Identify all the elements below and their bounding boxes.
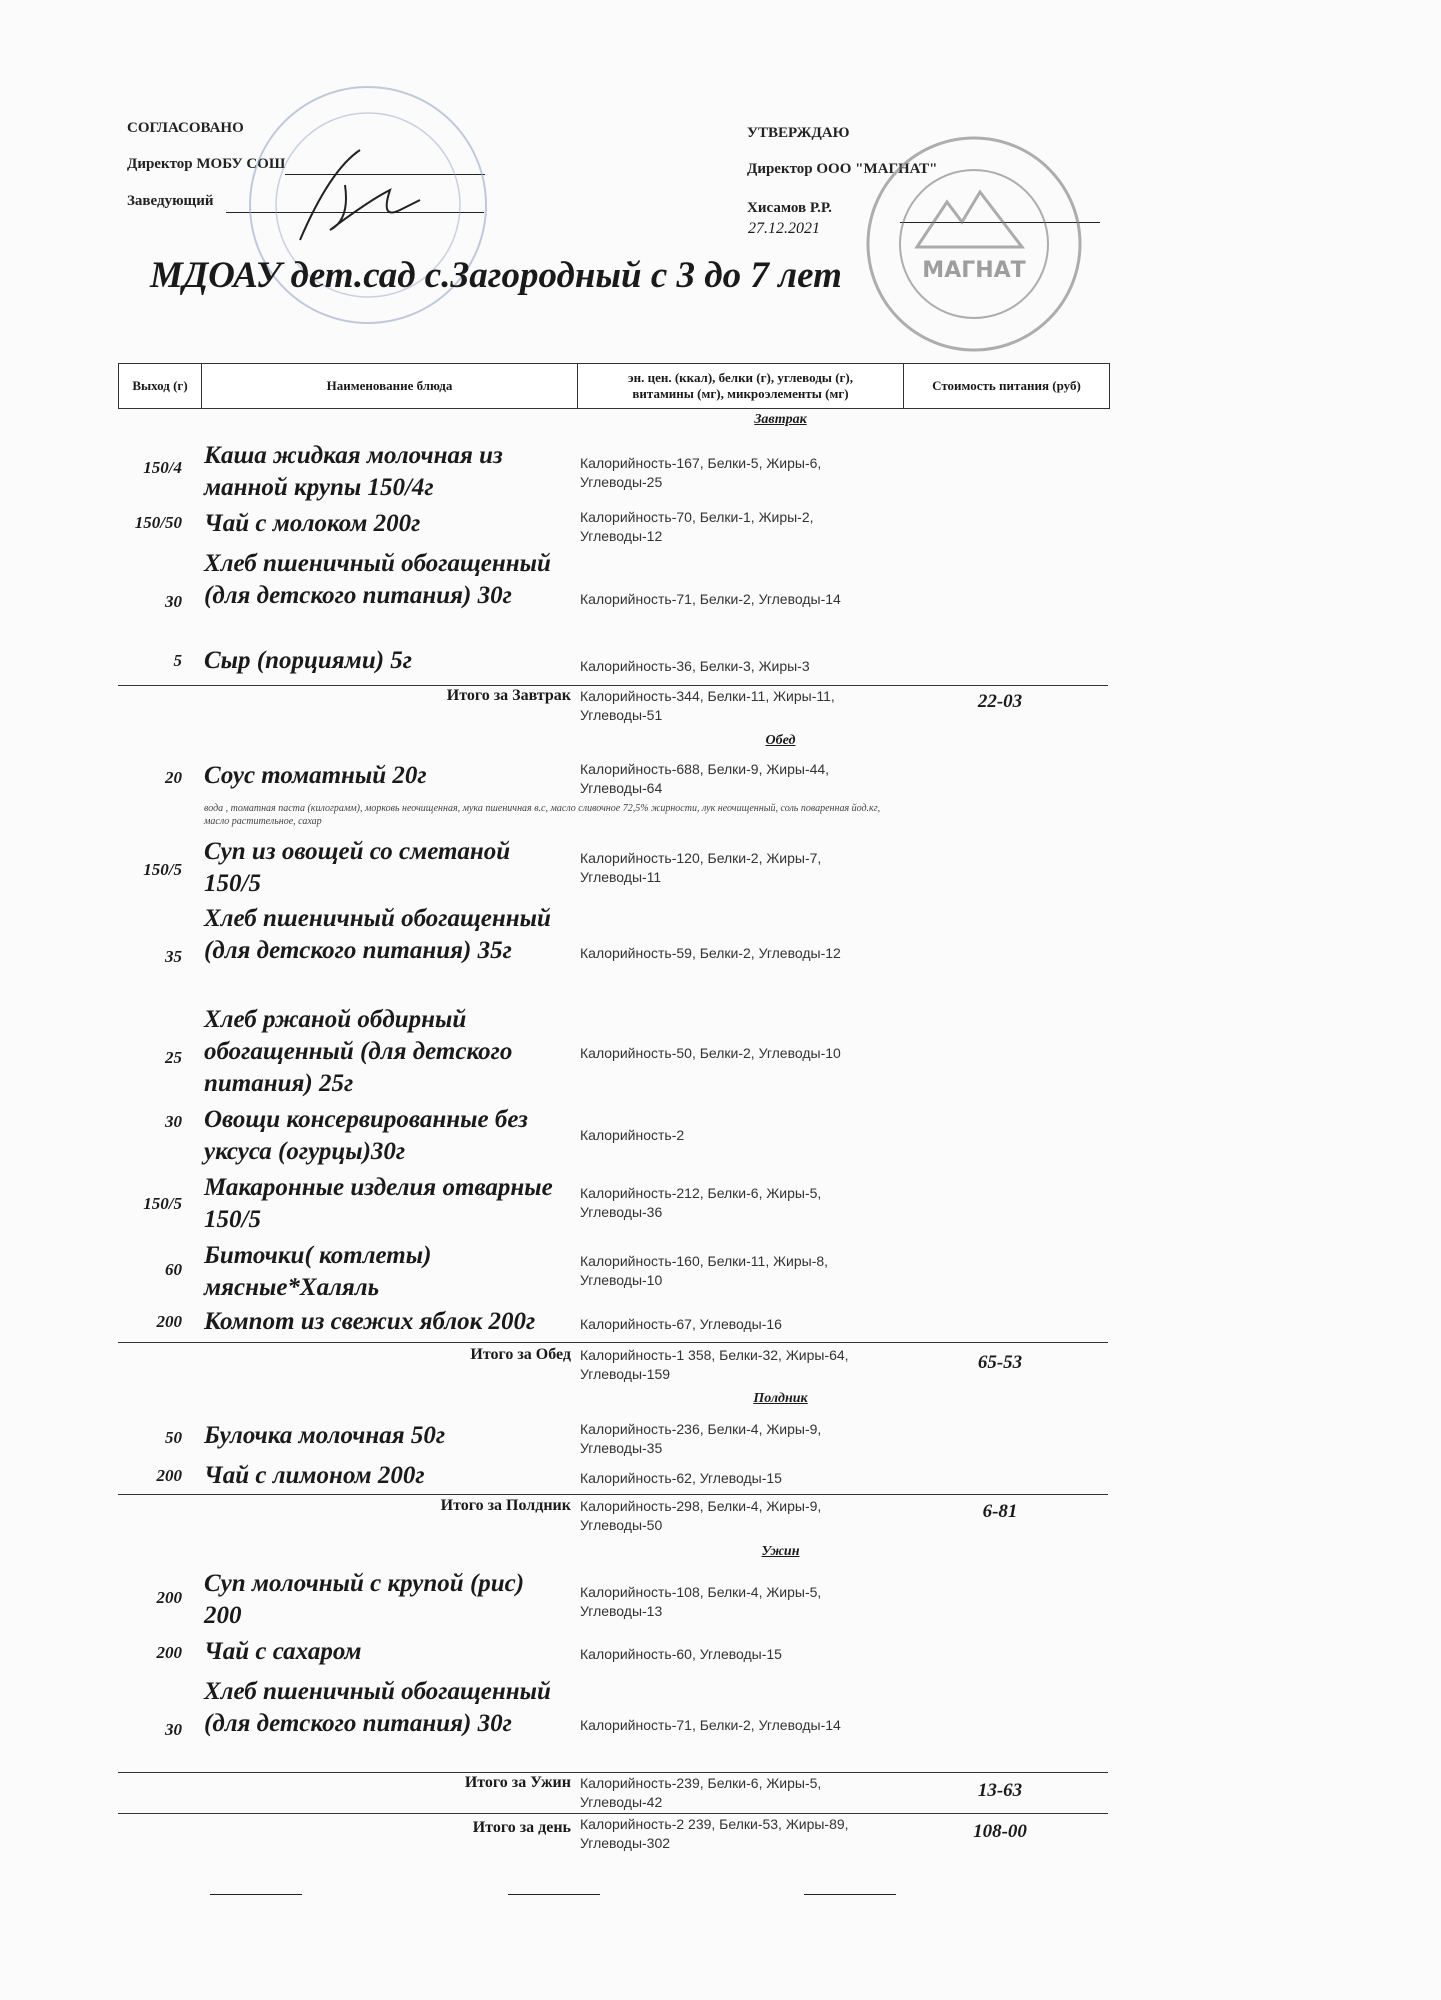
approve-heading: УТВЕРЖДАЮ <box>747 125 850 141</box>
meal-dinner: Ужин <box>761 1544 800 1559</box>
agreed-heading: СОГЛАСОВАНО <box>127 120 244 136</box>
col-dish: Наименование блюда <box>201 363 578 409</box>
signature-line <box>508 1894 600 1895</box>
company-stamp <box>862 132 1086 356</box>
meal-breakfast: Завтрак <box>754 412 807 427</box>
meal-snack: Полдник <box>753 1391 808 1406</box>
signature-line <box>804 1894 896 1895</box>
approve-date: 27.12.2021 <box>748 220 820 237</box>
signature <box>290 140 430 250</box>
approve-director: Директор ООО "МАГНАТ" <box>747 161 938 177</box>
meal-lunch: Обед <box>765 733 796 748</box>
agreed-head: Заведующий <box>127 193 214 209</box>
agreed-director: Директор МОБУ СОШ <box>127 156 286 172</box>
col-yield: Выход (г) <box>118 363 202 409</box>
signature-line <box>210 1894 302 1895</box>
page-title: МДОАУ дет.сад с.Загородный с 3 до 7 лет <box>150 255 842 296</box>
col-cost: Стоимость питания (руб) <box>903 363 1110 409</box>
col-nutrition: эн. цен. (ккал), белки (г), углеводы (г), витамины (мг), микроэлементы (мг) <box>577 363 904 409</box>
approve-name: Хисамов Р.Р. <box>747 200 832 216</box>
stamp-text: МАГНАТ <box>922 258 1026 283</box>
